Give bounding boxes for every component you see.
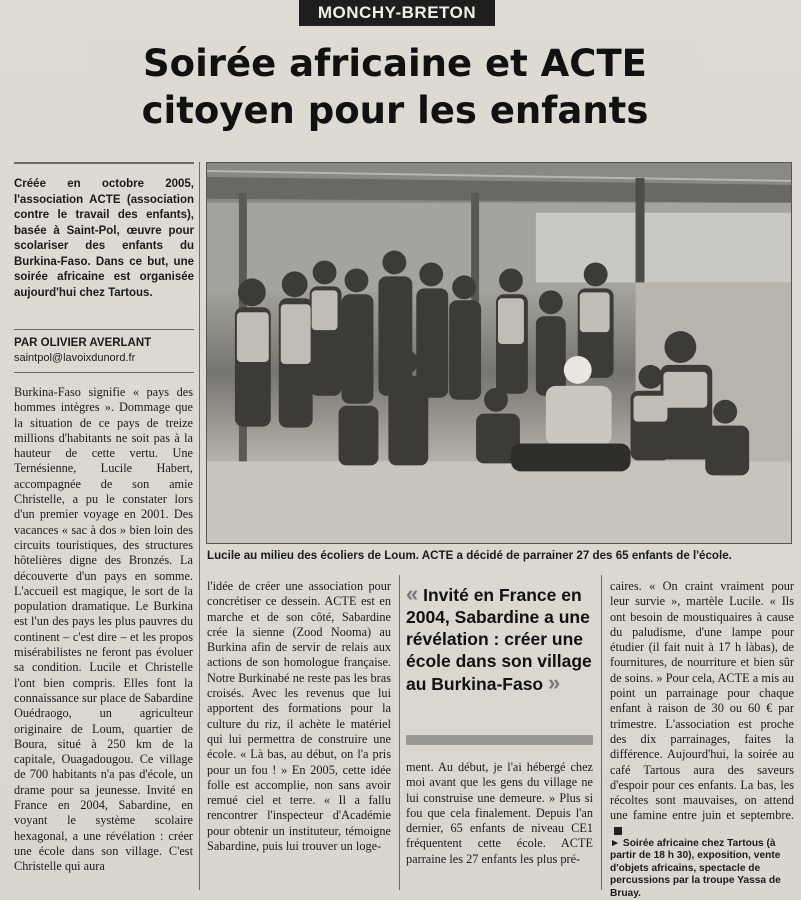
pull-quote-close-mark: » <box>548 670 561 695</box>
headline <box>90 40 700 134</box>
divider <box>14 372 194 373</box>
headline-line1: Soirée africaine et ACTE <box>143 42 647 85</box>
pull-quote-open-mark: « <box>406 581 419 606</box>
column-divider <box>399 575 400 890</box>
intro-paragraph: Créée en octobre 2005, l'association ACTE (association contre le travail des enfants), basée à Saint-Pol, œuvre pour scolariser des enfants du Burkina-Faso. Dans ce but, une soirée africaine est organisée aujourd'hui chez Tartous. <box>14 178 194 299</box>
article-photo <box>206 162 792 544</box>
section-tag: MONCHY-BRETON <box>299 0 495 26</box>
column-4-text <box>610 579 794 839</box>
article-column-1 <box>14 385 193 875</box>
byline-author: PAR OLIVIER AVERLANT <box>14 337 152 349</box>
byline-email: saintpol@lavoixdunord.fr <box>14 352 136 364</box>
column-divider <box>601 575 602 890</box>
pull-quote-bar <box>406 735 593 745</box>
headline-line2: citoyen pour les enfants <box>141 89 649 132</box>
column-divider <box>199 162 200 890</box>
column-2-text: l'idée de créer une association pour concrétiser ce dessein. ACTE est en marche et de son côté, Sabardine crée la sienne (Zood Nooma) au Burkina afin de servir de relais aux actions de son homologue française. Notre Burkinabé ne reste pas les bras croisés. Avec les revenus que lui apportent des formations pour la culture du riz, il achète le matériel qui lui permettra de construire une école. « Là bas, au début, on l'a pris pour un fou ! » En 2005, cette idée folle est accomplie, non sans avoir remué ciel et terre. « Il a fallu rencontrer l'inspecteur d'Académie pour obtenir un instituteur, témoigne Sabardine, puis lui trouver un loge- <box>207 579 391 854</box>
end-mark-icon <box>614 827 622 835</box>
column-4-body: caires. « On craint vraiment pour leur survie », martèle Lucile. « Ils ont besoin de moustiquaires à cause du paludisme, d'une lampe pour étudier (il fait nuit à 17 h làbas), de fournitures, de nourriture et bien sûr de soins. » Pour cela, ACTE a mis au point un parrainage pour chaque enfant à raison de 30 ou 60 € par trimestre. L'association est proche des dix parrainages, faites la différence. Aujourd'hui, la soirée au café Tartous aura des saveurs d'espoir pour ces enfants. La bas, les récoltes sont mauvaises, on attend une famine entre juin et septembre. <box>610 579 794 823</box>
pull-quote <box>406 583 593 695</box>
photo-caption: Lucile au milieu des écoliers de Loum. ACTE a décidé de parrainer 27 des 65 enfants de l'école. <box>207 549 732 562</box>
pull-quote-text: Invité en France en 2004, Sabardine a une révélation : créer une école dans son village au Burkina-Faso <box>406 585 592 694</box>
divider <box>14 162 194 164</box>
column-3-text: ment. Au début, je l'ai hébergé chez moi avant que les gens du village ne lui construise une demeure. » Plus si fou que cela finalement. Depuis l'an dernier, 65 enfants de niveau CE1 fréquentent cette école. ACTE parraine les 27 enfants les plus pré- <box>406 760 593 866</box>
article-column-4 <box>610 579 794 839</box>
event-info-box: ► Soirée africaine chez Tartous (à partir de 18 h 30), exposition, vente d'objets africains, spectacle de percussions par la troupe Yassa de Bruay. <box>610 838 781 899</box>
article-column-2 <box>207 579 391 854</box>
article-column-3 <box>406 760 593 867</box>
group-photo-icon <box>207 163 791 543</box>
divider <box>14 329 194 330</box>
column-1-text: Burkina-Faso signifie « pays des hommes intègres ». Dommage que la situation de ce pays de treize millions d'habitants ne soit pas à la hauteur de cette vertu. Une Ternésienne, Lucile Habert, accompagnée de son amie Christelle, a pu le constater lors d'un premier voyage en 2001. Des vacances « sac à dos » bien loin des circuits touristiques, des structures hôtelières digne des Bronzés. La découverte d'un pays en somme. L'accueil est magique, le sort de la population dramatique. Le Burkina est l'un des pays les plus pauvres du continent – c'est dire – et les propos misérabilistes ne feront pas évoluer sa condition. Lucile et Christelle l'ont bien compris. Elles font la connaissance sur place de Sabardine Ouédraogo, un agriculteur originaire de Loum, quartier de Boura, situé à 250 km de la capitale, Ouagadougou. Ce village de 700 habitants n'a pas d'école, un drame pour sa jeunesse. Invité en France en 2004, Sabardine, en voyant le système scolaire hexagonal, a une révélation : créer une école dans son village. C'est Christelle qui aura <box>14 385 193 874</box>
